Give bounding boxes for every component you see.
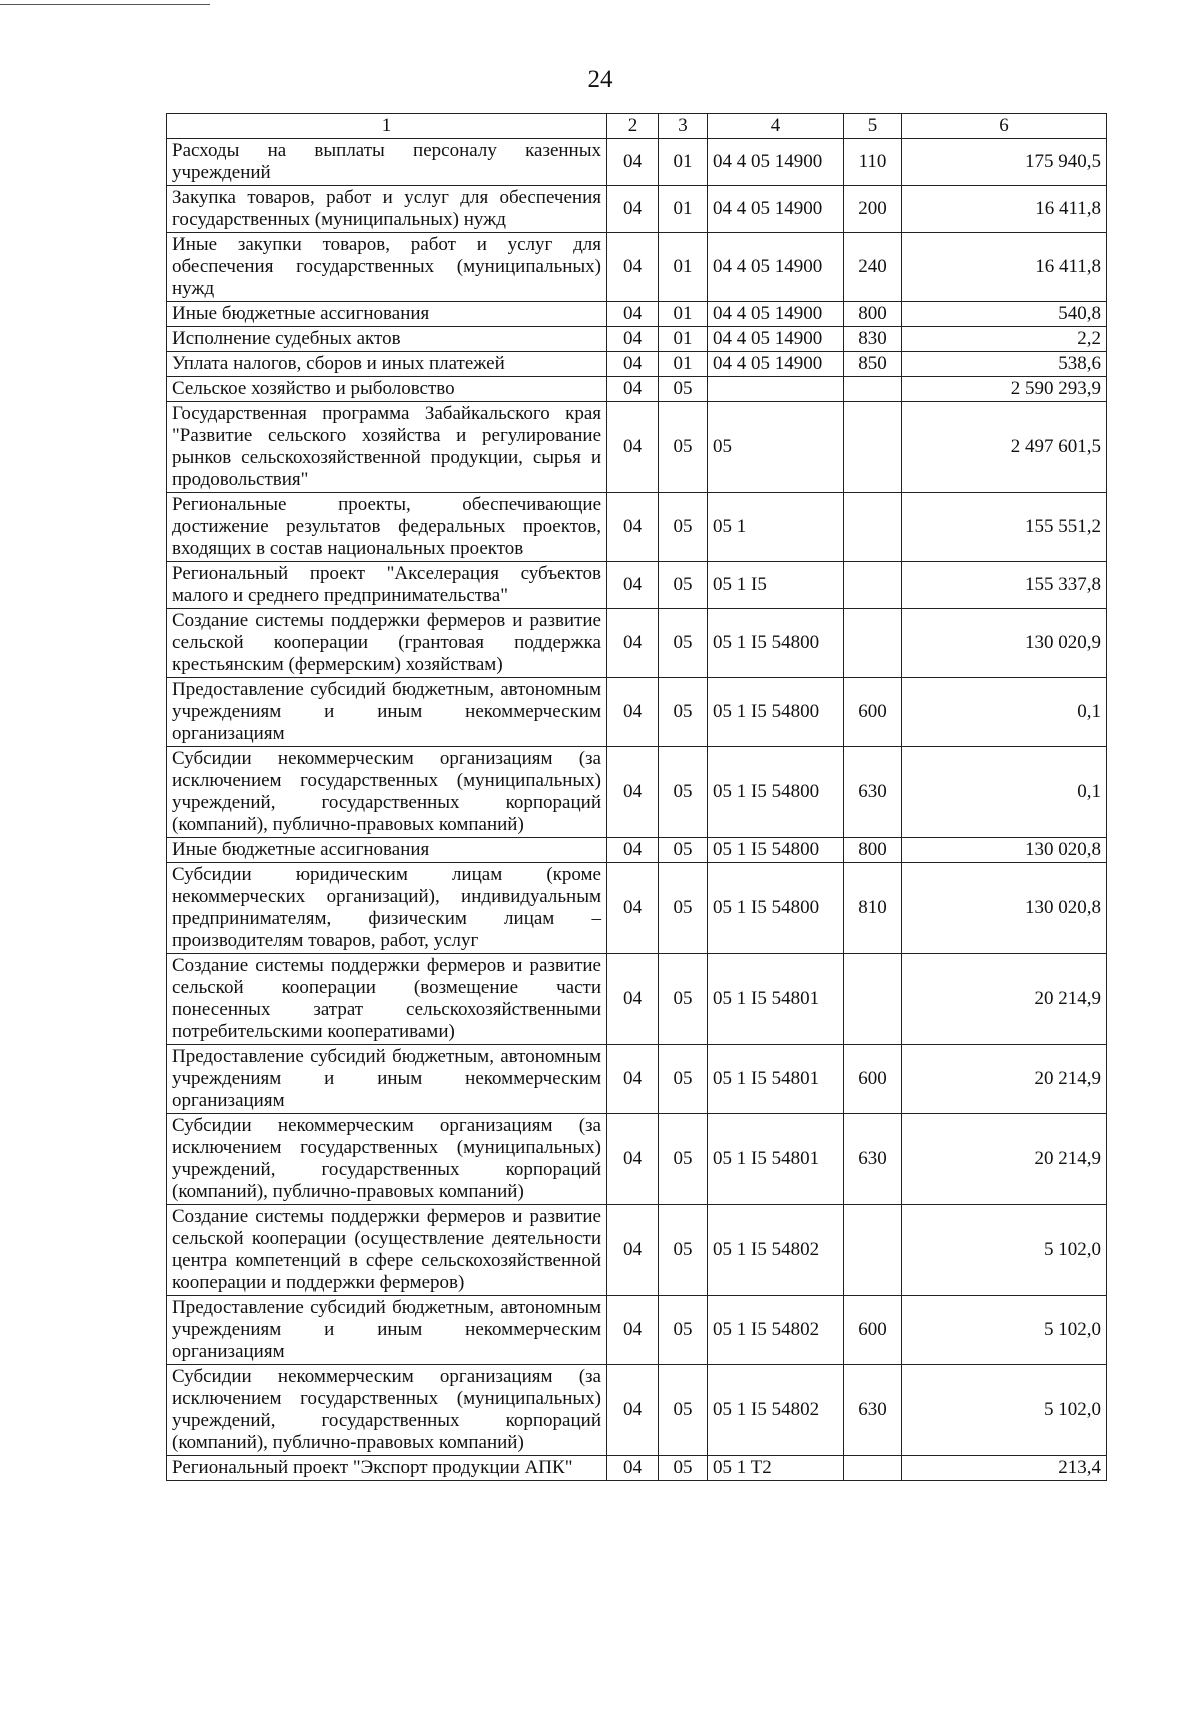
expense-name-cell: Создание системы поддержки фермеров и развитие сельской кооперации (осуществление деятельности центра компетенций в сфере сельскохозяйственной кооперации и поддержки фермеров) xyxy=(167,1205,607,1296)
target-article-cell: 05 xyxy=(708,402,844,493)
subsection-code-cell: 01 xyxy=(659,352,708,377)
table-row xyxy=(167,863,1107,954)
subsection-code-cell: 05 xyxy=(659,1205,708,1296)
section-code-cell: 04 xyxy=(607,1296,659,1365)
expense-type-cell xyxy=(844,493,902,562)
amount-cell: 2 497 601,5 xyxy=(902,402,1107,493)
header-row xyxy=(167,114,1107,139)
top-edge-rule xyxy=(0,4,210,5)
subsection-code-cell: 05 xyxy=(659,1456,708,1481)
expense-type-cell: 630 xyxy=(844,1114,902,1205)
table-row xyxy=(167,139,1107,186)
target-article-cell: 05 1 I5 54800 xyxy=(708,747,844,838)
section-code-cell: 04 xyxy=(607,1205,659,1296)
target-article-cell: 04 4 05 14900 xyxy=(708,186,844,233)
table-row xyxy=(167,678,1107,747)
header-col-4: 4 xyxy=(708,114,844,139)
header-col-2: 2 xyxy=(607,114,659,139)
subsection-code-cell: 05 xyxy=(659,493,708,562)
expense-name-cell: Исполнение судебных актов xyxy=(167,327,607,352)
page-number: 24 xyxy=(587,66,613,93)
table-body xyxy=(167,139,1107,1481)
expense-name-cell: Региональные проекты, обеспечивающие достижение результатов федеральных проектов, входящих в состав национальных проектов xyxy=(167,493,607,562)
section-code-cell: 04 xyxy=(607,402,659,493)
table-row xyxy=(167,1205,1107,1296)
subsection-code-cell: 05 xyxy=(659,838,708,863)
table-row xyxy=(167,1365,1107,1456)
section-code-cell: 04 xyxy=(607,302,659,327)
expense-type-cell xyxy=(844,377,902,402)
subsection-code-cell: 01 xyxy=(659,233,708,302)
amount-cell: 0,1 xyxy=(902,678,1107,747)
section-code-cell: 04 xyxy=(607,678,659,747)
target-article-cell: 05 1 I5 54802 xyxy=(708,1365,844,1456)
subsection-code-cell: 05 xyxy=(659,1296,708,1365)
expense-type-cell xyxy=(844,1456,902,1481)
target-article-cell: 05 1 I5 54800 xyxy=(708,838,844,863)
header-col-6: 6 xyxy=(902,114,1107,139)
target-article-cell xyxy=(708,377,844,402)
expense-type-cell xyxy=(844,954,902,1045)
subsection-code-cell: 01 xyxy=(659,139,708,186)
subsection-code-cell: 05 xyxy=(659,377,708,402)
header-col-5: 5 xyxy=(844,114,902,139)
target-article-cell: 04 4 05 14900 xyxy=(708,302,844,327)
amount-cell: 5 102,0 xyxy=(902,1205,1107,1296)
budget-table xyxy=(166,113,1107,1481)
section-code-cell: 04 xyxy=(607,954,659,1045)
table-row xyxy=(167,302,1107,327)
target-article-cell: 05 1 I5 54801 xyxy=(708,1114,844,1205)
subsection-code-cell: 05 xyxy=(659,747,708,838)
expense-type-cell: 850 xyxy=(844,352,902,377)
target-article-cell: 05 1 I5 54802 xyxy=(708,1296,844,1365)
amount-cell: 2 590 293,9 xyxy=(902,377,1107,402)
table-row xyxy=(167,1114,1107,1205)
target-article-cell: 05 1 I5 54800 xyxy=(708,678,844,747)
target-article-cell: 04 4 05 14900 xyxy=(708,352,844,377)
expense-name-cell: Сельское хозяйство и рыболовство xyxy=(167,377,607,402)
section-code-cell: 04 xyxy=(607,562,659,609)
expense-name-cell: Иные бюджетные ассигнования xyxy=(167,838,607,863)
target-article-cell: 05 1 I5 54801 xyxy=(708,1045,844,1114)
expense-name-cell: Субсидии некоммерческим организациям (за исключением государственных (муниципальных) учреждений, государственных корпораций (компаний), публично-правовых компаний) xyxy=(167,747,607,838)
table-row xyxy=(167,747,1107,838)
table-row xyxy=(167,1296,1107,1365)
target-article-cell: 05 1 I5 54800 xyxy=(708,863,844,954)
amount-cell: 16 411,8 xyxy=(902,186,1107,233)
amount-cell: 213,4 xyxy=(902,1456,1107,1481)
expense-name-cell: Иные бюджетные ассигнования xyxy=(167,302,607,327)
target-article-cell: 05 1 I5 54801 xyxy=(708,954,844,1045)
section-code-cell: 04 xyxy=(607,377,659,402)
table-row xyxy=(167,352,1107,377)
amount-cell: 5 102,0 xyxy=(902,1296,1107,1365)
target-article-cell: 04 4 05 14900 xyxy=(708,139,844,186)
table-row xyxy=(167,327,1107,352)
expense-name-cell: Региональный проект "Акселерация субъектов малого и среднего предпринимательства" xyxy=(167,562,607,609)
subsection-code-cell: 05 xyxy=(659,954,708,1045)
subsection-code-cell: 01 xyxy=(659,186,708,233)
section-code-cell: 04 xyxy=(607,139,659,186)
amount-cell: 130 020,8 xyxy=(902,838,1107,863)
amount-cell: 5 102,0 xyxy=(902,1365,1107,1456)
amount-cell: 20 214,9 xyxy=(902,954,1107,1045)
section-code-cell: 04 xyxy=(607,863,659,954)
expense-name-cell: Закупка товаров, работ и услуг для обеспечения государственных (муниципальных) нужд xyxy=(167,186,607,233)
section-code-cell: 04 xyxy=(607,609,659,678)
amount-cell: 20 214,9 xyxy=(902,1114,1107,1205)
expense-name-cell: Создание системы поддержки фермеров и развитие сельской кооперации (возмещение части понесенных затрат сельскохозяйственными потребительскими кооперативами) xyxy=(167,954,607,1045)
expense-type-cell: 800 xyxy=(844,302,902,327)
expense-type-cell xyxy=(844,402,902,493)
table-row xyxy=(167,562,1107,609)
expense-type-cell: 200 xyxy=(844,186,902,233)
expense-type-cell: 800 xyxy=(844,838,902,863)
expense-name-cell: Государственная программа Забайкальского края "Развитие сельского хозяйства и регулирование рынков сельскохозяйственной продукции, сырья и продовольствия" xyxy=(167,402,607,493)
expense-name-cell: Субсидии юридическим лицам (кроме некоммерческих организаций), индивидуальным предпринимателям, физическим лицам – производителям товаров, работ, услуг xyxy=(167,863,607,954)
subsection-code-cell: 01 xyxy=(659,302,708,327)
section-code-cell: 04 xyxy=(607,1365,659,1456)
expense-type-cell: 110 xyxy=(844,139,902,186)
section-code-cell: 04 xyxy=(607,327,659,352)
table-row xyxy=(167,402,1107,493)
amount-cell: 0,1 xyxy=(902,747,1107,838)
section-code-cell: 04 xyxy=(607,493,659,562)
amount-cell: 175 940,5 xyxy=(902,139,1107,186)
table-row xyxy=(167,609,1107,678)
expense-name-cell: Расходы на выплаты персоналу казенных учреждений xyxy=(167,139,607,186)
table-row xyxy=(167,1045,1107,1114)
subsection-code-cell: 05 xyxy=(659,402,708,493)
expense-name-cell: Субсидии некоммерческим организациям (за исключением государственных (муниципальных) учреждений, государственных корпораций (компаний), публично-правовых компаний) xyxy=(167,1365,607,1456)
target-article-cell: 05 1 I5 54800 xyxy=(708,609,844,678)
expense-type-cell: 830 xyxy=(844,327,902,352)
amount-cell: 540,8 xyxy=(902,302,1107,327)
subsection-code-cell: 05 xyxy=(659,1114,708,1205)
expense-type-cell xyxy=(844,562,902,609)
subsection-code-cell: 05 xyxy=(659,863,708,954)
amount-cell: 155 337,8 xyxy=(902,562,1107,609)
amount-cell: 130 020,9 xyxy=(902,609,1107,678)
amount-cell: 2,2 xyxy=(902,327,1107,352)
table-row xyxy=(167,838,1107,863)
section-code-cell: 04 xyxy=(607,838,659,863)
subsection-code-cell: 05 xyxy=(659,1365,708,1456)
subsection-code-cell: 05 xyxy=(659,1045,708,1114)
section-code-cell: 04 xyxy=(607,1456,659,1481)
expense-type-cell xyxy=(844,1205,902,1296)
subsection-code-cell: 05 xyxy=(659,609,708,678)
expense-name-cell: Создание системы поддержки фермеров и развитие сельской кооперации (грантовая поддержка крестьянским (фермерским) хозяйствам) xyxy=(167,609,607,678)
table-row xyxy=(167,186,1107,233)
expense-type-cell: 630 xyxy=(844,1365,902,1456)
expense-name-cell: Уплата налогов, сборов и иных платежей xyxy=(167,352,607,377)
amount-cell: 130 020,8 xyxy=(902,863,1107,954)
header-col-1: 1 xyxy=(167,114,607,139)
section-code-cell: 04 xyxy=(607,233,659,302)
expense-name-cell: Иные закупки товаров, работ и услуг для обеспечения государственных (муниципальных) нужд xyxy=(167,233,607,302)
table-row xyxy=(167,493,1107,562)
table-row xyxy=(167,954,1107,1045)
subsection-code-cell: 05 xyxy=(659,678,708,747)
target-article-cell: 05 1 xyxy=(708,493,844,562)
section-code-cell: 04 xyxy=(607,747,659,838)
header-col-3: 3 xyxy=(659,114,708,139)
expense-type-cell: 600 xyxy=(844,1045,902,1114)
target-article-cell: 05 1 I5 xyxy=(708,562,844,609)
amount-cell: 155 551,2 xyxy=(902,493,1107,562)
expense-name-cell: Предоставление субсидий бюджетным, автономным учреждениям и иным некоммерческим организациям xyxy=(167,1296,607,1365)
table-row xyxy=(167,377,1107,402)
amount-cell: 538,6 xyxy=(902,352,1107,377)
expense-name-cell: Субсидии некоммерческим организациям (за исключением государственных (муниципальных) учреждений, государственных корпораций (компаний), публично-правовых компаний) xyxy=(167,1114,607,1205)
section-code-cell: 04 xyxy=(607,186,659,233)
subsection-code-cell: 05 xyxy=(659,562,708,609)
table-row xyxy=(167,1456,1107,1481)
expense-type-cell: 600 xyxy=(844,1296,902,1365)
expense-type-cell: 630 xyxy=(844,747,902,838)
section-code-cell: 04 xyxy=(607,352,659,377)
subsection-code-cell: 01 xyxy=(659,327,708,352)
expense-type-cell: 240 xyxy=(844,233,902,302)
section-code-cell: 04 xyxy=(607,1114,659,1205)
table-row xyxy=(167,233,1107,302)
amount-cell: 20 214,9 xyxy=(902,1045,1107,1114)
expense-name-cell: Региональный проект "Экспорт продукции АПК" xyxy=(167,1456,607,1481)
expense-type-cell: 600 xyxy=(844,678,902,747)
target-article-cell: 05 1 I5 54802 xyxy=(708,1205,844,1296)
expense-name-cell: Предоставление субсидий бюджетным, автономным учреждениям и иным некоммерческим организациям xyxy=(167,1045,607,1114)
amount-cell: 16 411,8 xyxy=(902,233,1107,302)
expense-type-cell xyxy=(844,609,902,678)
target-article-cell: 04 4 05 14900 xyxy=(708,233,844,302)
expense-name-cell: Предоставление субсидий бюджетным, автономным учреждениям и иным некоммерческим организациям xyxy=(167,678,607,747)
expense-type-cell: 810 xyxy=(844,863,902,954)
target-article-cell: 05 1 T2 xyxy=(708,1456,844,1481)
target-article-cell: 04 4 05 14900 xyxy=(708,327,844,352)
section-code-cell: 04 xyxy=(607,1045,659,1114)
